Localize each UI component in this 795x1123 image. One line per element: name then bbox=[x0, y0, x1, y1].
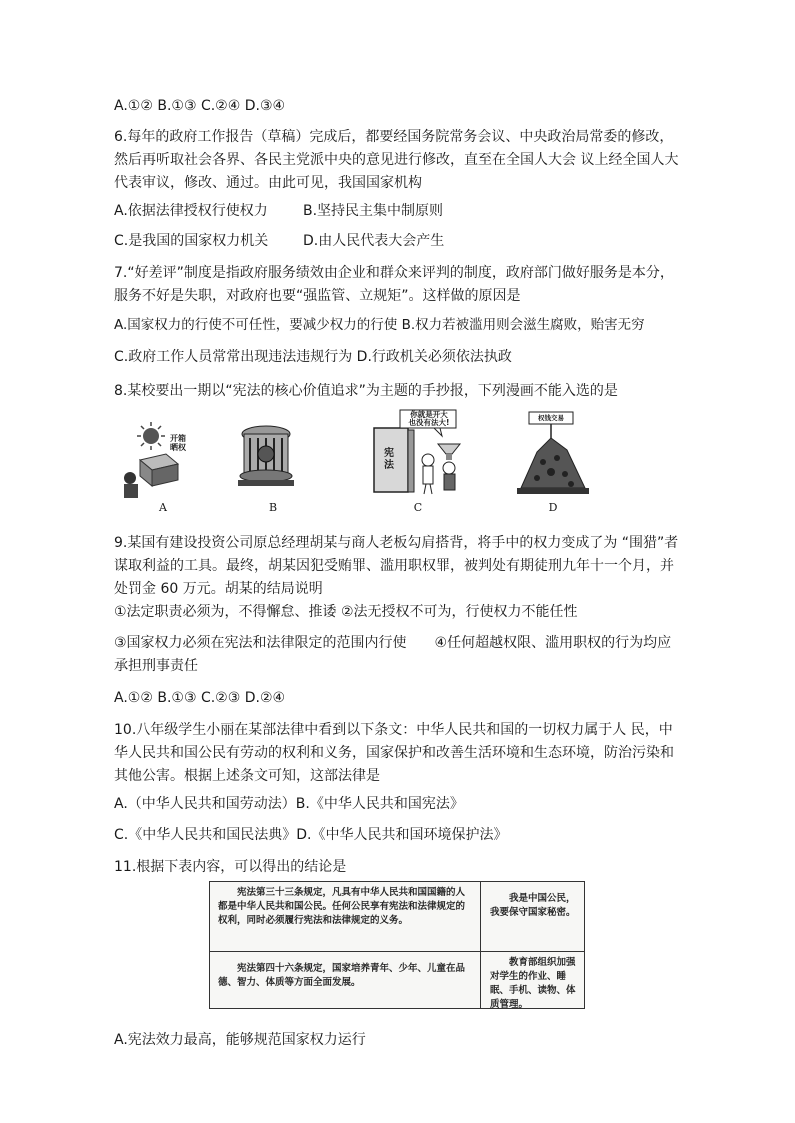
q7-options-cd: C.政府工作人员常常出现违法违规行为 D.行政机关必须依法执政 bbox=[114, 349, 512, 365]
q6-option-d: D.由人民代表大会产生 bbox=[303, 233, 445, 249]
q9-stem: 9.某国有建设投资公司原总经理胡某与商人老板勾肩搭背，将手中的权力变成了为 “围猎”者谋取利益的工具。最终，胡某因犯受贿罪、滥用职权罪，被判处有期徒刑九年十一个月，并处罚金 60 万元。胡某的结局说明 bbox=[114, 535, 679, 597]
cartoon-d-label: D bbox=[548, 501, 558, 514]
q9-options: A.①② B.①③ C.②③ D.②④ bbox=[114, 690, 286, 706]
table-cell-r1c2: 我是中国公民，我要保守国家秘密。 bbox=[490, 893, 576, 918]
cartoon-d bbox=[513, 408, 593, 518]
cartoon-a-label: A bbox=[159, 501, 167, 514]
cartoon-d-sign: 权钱交易 bbox=[538, 414, 564, 422]
q9-items-3-4: ③国家权力必须在宪法和法律限定的范围内行使 ④任何超越权限、滥用职权的行为均应承担刑事责任 bbox=[114, 635, 672, 674]
q9-items-1-2: ①法定职责必须为，不得懈怠、推诿 ②法无授权不可为，行使权力不能任性 bbox=[114, 604, 578, 620]
cartoon-a bbox=[118, 408, 208, 518]
cartoon-c-speech: 你就是开大 也没有法大! bbox=[408, 410, 450, 427]
q8-stem: 8.某校要出一期以“宪法的核心价值追求”为主题的手抄报，下列漫画不能入选的是 bbox=[114, 383, 618, 399]
q11-stem: 11.根据下表内容，可以得出的结论是 bbox=[114, 859, 347, 875]
table-cell-r1c1: 宪法第三十三条规定，凡具有中华人民共和国国籍的人都是中华人民共和国公民。任何公民享有宪法和法律规定的权利，同时必须履行宪法和法律规定的义务。 bbox=[218, 887, 466, 926]
cartoon-c-label: C bbox=[413, 501, 423, 514]
q6-option-c: C.是我国的国家权力机关 bbox=[114, 233, 269, 249]
q8-cartoon-strip bbox=[118, 408, 588, 518]
q11-option-a: A.宪法效力最高，能够规范国家权力运行 bbox=[114, 1032, 366, 1048]
table-row-divider bbox=[210, 951, 584, 952]
q11-table bbox=[209, 881, 585, 1009]
cartoon-c bbox=[368, 408, 468, 518]
table-cell-r2c2: 教育部组织加强对学生的作业、睡眠、手机、读物、体质管理。 bbox=[490, 957, 576, 1010]
cartoon-c-book-title: 宪 法 bbox=[384, 448, 394, 471]
cartoon-b-drawing bbox=[228, 408, 318, 500]
q7-options-ab: A.国家权力的行使不可任性，要减少权力的行使 B.权力若被滥用则会滋生腐败，贻害无穷 bbox=[114, 317, 645, 333]
cartoon-b-label: B bbox=[268, 501, 278, 514]
cartoon-b bbox=[228, 408, 318, 518]
cartoon-a-caption: 开箱 晒权 bbox=[170, 434, 186, 452]
q6-option-a: A.依据法律授权行使权力 bbox=[114, 203, 268, 219]
q10-options-ab: A.（中华人民共和国劳动法）B.《中华人民共和国宪法》 bbox=[114, 796, 464, 812]
q7-stem: 7.“好差评”制度是指政府服务绩效由企业和群众来评判的制度，政府部门做好服务是本分，服务不好是失职，对政府也要“强监管、立规矩”。这样做的原因是 bbox=[114, 265, 674, 304]
cartoon-a-drawing bbox=[118, 408, 208, 500]
q10-options-cd: C.《中华人民共和国民法典》D.《中华人民共和国环境保护法》 bbox=[114, 827, 508, 843]
q10-stem: 10.八年级学生小丽在某部法律中看到以下条文：中华人民共和国的一切权力属于人 民，中华人民共和国公民有劳动的权利和义务，国家保护和改善生活环境和生态环境，防治污染和其他公害。根据上述条文可知，这部法律是 bbox=[114, 722, 674, 784]
q5-options: A.①② B.①③ C.②④ D.③④ bbox=[114, 98, 286, 114]
q6-stem: 6.每年的政府工作报告（草稿）完成后，都要经国务院常务会议、中央政治局常委的修改，然后再听取社会各界、各民主党派中央的意见进行修改，直至在全国人大会 议上经全国人大代表审议，修改、通过。由此可见，我国国家机构 bbox=[114, 129, 679, 191]
table-cell-r2c1: 宪法第四十六条规定，国家培养青年、少年、儿童在品德、智力、体质等方面全面发展。 bbox=[218, 963, 466, 988]
table-column-divider bbox=[480, 882, 481, 1008]
q6-option-b: B.坚持民主集中制原则 bbox=[303, 203, 444, 219]
